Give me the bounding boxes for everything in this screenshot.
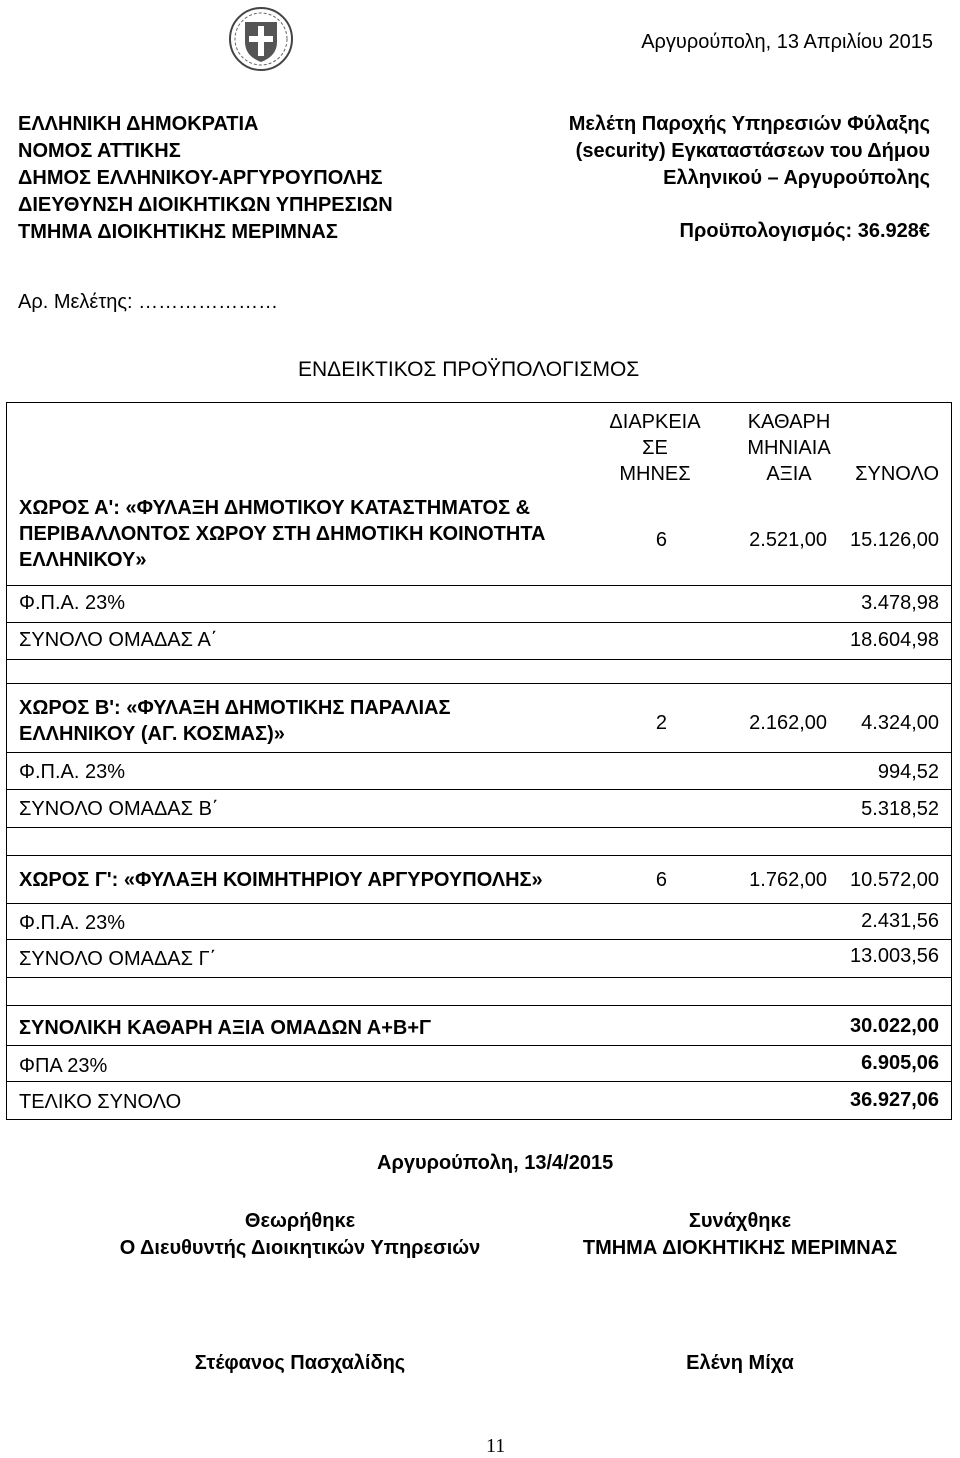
- group-c-total: 10.572,00: [850, 869, 939, 891]
- study-line: Ελληνικού – Αργυρούπολης: [663, 167, 930, 189]
- divider: [7, 855, 951, 856]
- col-header-total: ΣΥΝΟΛΟ: [855, 463, 939, 485]
- divider: [7, 827, 951, 828]
- date-line: Αργυρούπολη, 13 Απριλίου 2015: [641, 31, 933, 53]
- org-line: ΕΛΛΗΝΙΚΗ ΔΗΜΟΚΡΑΤΙΑ: [18, 113, 259, 135]
- divider: [7, 977, 951, 978]
- group-c-vat-label: Φ.Π.Α. 23%: [19, 912, 125, 934]
- place-date: Αργυρούπολη, 13/4/2015: [377, 1152, 614, 1174]
- signature-role-line: ΤΜΗΜΑ ΔΙΟΚΗΤΙΚΗΣ ΜΕΡΙΜΝΑΣ: [582, 1237, 898, 1259]
- group-b-monthly-value: 2.162,00: [749, 712, 827, 734]
- study-line: Μελέτη Παροχής Υπηρεσιών Φύλαξης: [568, 113, 930, 135]
- group-a-vat-label: Φ.Π.Α. 23%: [19, 592, 125, 614]
- org-line: ΔΙΕΥΘΥΝΣΗ ΔΙΟΙΚΗΤΙΚΩΝ ΥΠΗΡΕΣΙΩΝ: [18, 194, 393, 216]
- study-number: Αρ. Μελέτης: …………………: [18, 291, 279, 313]
- group-b-months: 2: [655, 712, 667, 734]
- budget-line: Προϋπολογισμός: 36.928€: [679, 220, 930, 242]
- organization-header: [18, 111, 393, 246]
- org-line: ΝΟΜΟΣ ΑΤΤΙΚΗΣ: [18, 140, 181, 162]
- group-b-vat-label: Φ.Π.Α. 23%: [19, 761, 125, 783]
- summary-final-label: ΤΕΛΙΚΟ ΣΥΝΟΛΟ: [19, 1091, 182, 1113]
- group-c-months: 6: [655, 869, 667, 891]
- org-line: ΤΜΗΜΑ ΔΙΟΙΚΗΤΙΚΗΣ ΜΕΡΙΜΝΑΣ: [18, 221, 338, 243]
- table-title: ΕΝΔΕΙΚΤΙΚΟΣ ΠΡΟΫΠΟΛΟΓΙΣΜΟΣ: [298, 358, 640, 381]
- group-a-total-label: ΣΥΝΟΛΟ ΟΜΑΔΑΣ Α΄: [19, 629, 218, 651]
- greek-state-emblem-icon: [228, 6, 294, 72]
- group-a-total-value: 18.604,98: [850, 629, 939, 651]
- divider: [7, 622, 951, 623]
- signature-right-name: Ελένη Μίχα: [686, 1352, 794, 1374]
- group-c-total-label: ΣΥΝΟΛΟ ΟΜΑΔΑΣ Γ΄: [19, 948, 217, 970]
- group-c-title: ΧΩΡΟΣ Γ': «ΦΥΛΑΞΗ ΚΟΙΜΗΤΗΡΙΟΥ ΑΡΓΥΡΟΥΠΟΛΗΣ»: [19, 869, 543, 891]
- group-b-title-line: ΕΛΛΗΝΙΚΟΥ (ΑΓ. ΚΟΣΜΑΣ)»: [19, 723, 285, 745]
- col-header-line: ΑΞΙΑ: [766, 463, 812, 485]
- col-header-line: ΜΗΝΙΑΙΑ: [747, 437, 831, 459]
- divider: [7, 659, 951, 660]
- page-number: 11: [486, 1435, 506, 1457]
- group-c-vat-value: 2.431,56: [861, 910, 939, 932]
- col-header-line: ΜΗΝΕΣ: [619, 463, 691, 485]
- divider: [7, 585, 951, 586]
- col-header-line: ΚΑΘΑΡΗ: [747, 411, 831, 433]
- org-line: ΔΗΜΟΣ ΕΛΛΗΝΙΚΟΥ-ΑΡΓΥΡΟΥΠΟΛΗΣ: [18, 167, 383, 189]
- group-a-total: 15.126,00: [850, 529, 939, 551]
- divider: [7, 752, 951, 753]
- signature-role-line: Θεωρήθηκε: [244, 1210, 356, 1232]
- group-b-title: [19, 695, 450, 747]
- summary-net-value: 30.022,00: [850, 1015, 939, 1037]
- group-c-total-value: 13.003,56: [850, 945, 939, 967]
- signature-right-role: [540, 1208, 940, 1262]
- divider: [7, 683, 951, 684]
- group-c-monthly-value: 1.762,00: [749, 869, 827, 891]
- divider: [7, 939, 951, 940]
- budget-table: [6, 402, 952, 1120]
- col-header-duration: [595, 409, 715, 487]
- divider: [7, 1005, 951, 1006]
- study-line: (security) Εγκαταστάσεων του Δήμου: [575, 140, 930, 162]
- divider: [7, 903, 951, 904]
- divider: [7, 1045, 951, 1046]
- summary-vat-label: ΦΠΑ 23%: [19, 1055, 108, 1077]
- group-b-total: 4.324,00: [861, 712, 939, 734]
- signature-left-name: Στέφανος Πασχαλίδης: [194, 1352, 406, 1374]
- group-a-title-line: ΕΛΛΗΝΙΚΟΥ»: [19, 549, 147, 571]
- summary-vat-value: 6.905,06: [861, 1052, 939, 1074]
- signature-left-role: [90, 1208, 510, 1262]
- summary-final-value: 36.927,06: [850, 1089, 939, 1111]
- group-b-total-label: ΣΥΝΟΛΟ ΟΜΑΔΑΣ Β΄: [19, 798, 219, 820]
- col-header-line: ΔΙΑΡΚΕΙΑ: [609, 411, 701, 433]
- group-a-title: [19, 495, 546, 573]
- group-a-title-line: ΠΕΡΙΒΑΛΛΟΝΤΟΣ ΧΩΡΟΥ ΣΤΗ ΔΗΜΟΤΙΚΗ ΚΟΙΝΟΤΗΤΑ: [19, 523, 546, 545]
- divider: [7, 1081, 951, 1082]
- col-header-line: ΣΕ: [642, 437, 668, 459]
- study-header: [569, 111, 930, 245]
- group-a-title-line: ΧΩΡΟΣ Α': «ΦΥΛΑΞΗ ΔΗΜΟΤΙΚΟΥ ΚΑΤΑΣΤΗΜΑΤΟΣ &: [19, 497, 531, 519]
- summary-net-label: ΣΥΝΟΛΙΚΗ ΚΑΘΑΡΗ ΑΞΙΑ ΟΜΑΔΩΝ Α+Β+Γ: [19, 1017, 432, 1039]
- group-b-total-value: 5.318,52: [861, 798, 939, 820]
- divider: [7, 789, 951, 790]
- group-a-vat-value: 3.478,98: [861, 592, 939, 614]
- group-a-monthly-value: 2.521,00: [749, 529, 827, 551]
- signature-role-line: Ο Διευθυντής Διοικητικών Υπηρεσιών: [119, 1237, 481, 1259]
- group-a-months: 6: [655, 529, 667, 551]
- signature-role-line: Συνάχθηκε: [688, 1210, 792, 1232]
- group-b-title-line: ΧΩΡΟΣ Β': «ΦΥΛΑΞΗ ΔΗΜΟΤΙΚΗΣ ΠΑΡΑΛΙΑΣ: [19, 697, 451, 719]
- group-b-vat-value: 994,52: [877, 761, 939, 783]
